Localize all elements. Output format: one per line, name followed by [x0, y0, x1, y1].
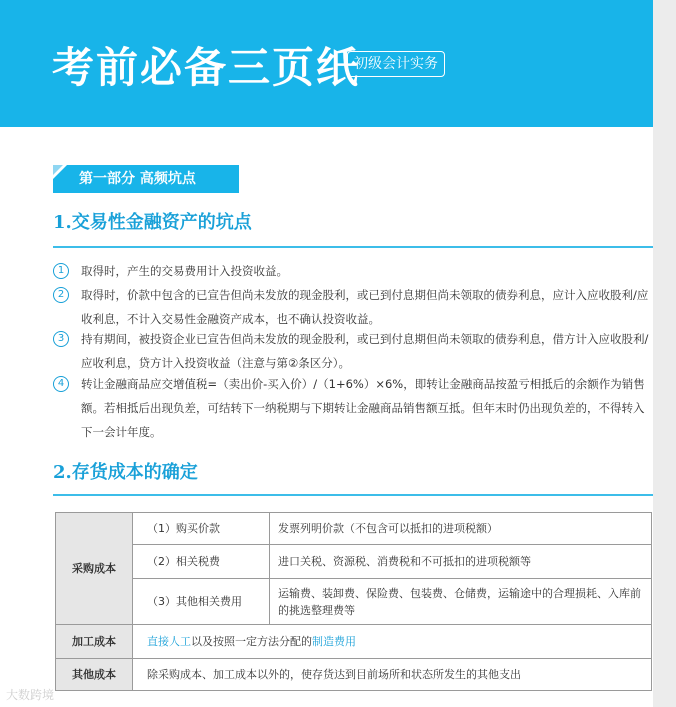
- section1-title: 1.交易性金融资产的坑点: [53, 212, 252, 233]
- other-cost-desc: 除采购成本、加工成本以外的，使存货达到目前场所和状态所发生的其他支出: [133, 659, 652, 691]
- part-banner: [53, 165, 239, 193]
- subject-badge: 初级会计实务: [347, 51, 445, 77]
- table-row: [56, 579, 652, 625]
- banner-corner-accent: [53, 165, 63, 175]
- processing-connector-text: 以及按照一定方法分配的: [191, 635, 312, 648]
- header-band: [0, 0, 653, 127]
- table-row: [56, 545, 652, 579]
- processing-cost-cell: 加工成本: [56, 625, 133, 659]
- table-row: [56, 659, 652, 691]
- processing-cost-desc: [133, 625, 652, 659]
- manufacturing-overhead-term: 制造费用: [312, 635, 356, 648]
- direct-labor-term: 直接人工: [147, 635, 191, 648]
- list-item: [53, 327, 653, 375]
- section2-title: 2.存货成本的确定: [53, 462, 198, 483]
- purchase-item-label: （1）购买价款: [133, 513, 270, 545]
- page-edge-strip: [653, 0, 676, 707]
- purchase-item-label: （2）相关税费: [133, 545, 270, 579]
- item-number-badge: 3: [53, 331, 69, 347]
- list-item: [53, 283, 653, 331]
- section2-divider: [53, 494, 653, 496]
- purchase-item-label: （3）其他相关费用: [133, 579, 270, 625]
- table-row: [56, 625, 652, 659]
- purchase-item-desc: 运输费、装卸费、保险费、包装费、仓储费，运输途中的合理损耗、入库前的挑选整理费等: [270, 579, 652, 625]
- purchase-item-desc: 发票列明价款（不包含可以抵扣的进项税额）: [270, 513, 652, 545]
- page-title: 考前必备三页纸: [52, 43, 361, 92]
- other-cost-cell: 其他成本: [56, 659, 133, 691]
- item-text: 转让金融商品应交增值税=（卖出价-买入价）/（1+6%）×6%，即转让金融商品按盈亏相抵后的余额作为销售额。若相抵后出现负差，可结转下一纳税期与下期转让金融商品销售额互抵。但年末时仍出现负差的，不得转入下一会计年度。: [81, 377, 645, 439]
- part-label: 第一部分 高频坑点: [79, 171, 196, 187]
- item-number-badge: 4: [53, 376, 69, 392]
- item-text: 取得时，价款中包含的已宣告但尚未发放的现金股利，或已到付息期但尚未领取的债券利息，应计入应收股利/应收利息，不计入交易性金融资产成本，也不确认投资收益。: [81, 288, 649, 326]
- watermark-logo: 大数跨境: [6, 688, 55, 702]
- purchase-cost-cell: 采购成本: [56, 513, 133, 625]
- list-item: [53, 259, 653, 283]
- section1-divider: [53, 246, 653, 248]
- inventory-cost-table: [55, 512, 652, 691]
- table-row: [56, 513, 652, 545]
- item-text: 持有期间，被投资企业已宣告但尚未发放的现金股利，或已到付息期但尚未领取的债券利息，借方计入应收股利/应收利息，贷方计入投资收益（注意与第②条区分）。: [81, 332, 649, 370]
- item-text: 取得时，产生的交易费用计入投资收益。: [81, 264, 288, 278]
- list-item: [53, 372, 653, 444]
- item-number-badge: 1: [53, 263, 69, 279]
- item-number-badge: 2: [53, 287, 69, 303]
- purchase-item-desc: 进口关税、资源税、消费税和不可抵扣的进项税额等: [270, 545, 652, 579]
